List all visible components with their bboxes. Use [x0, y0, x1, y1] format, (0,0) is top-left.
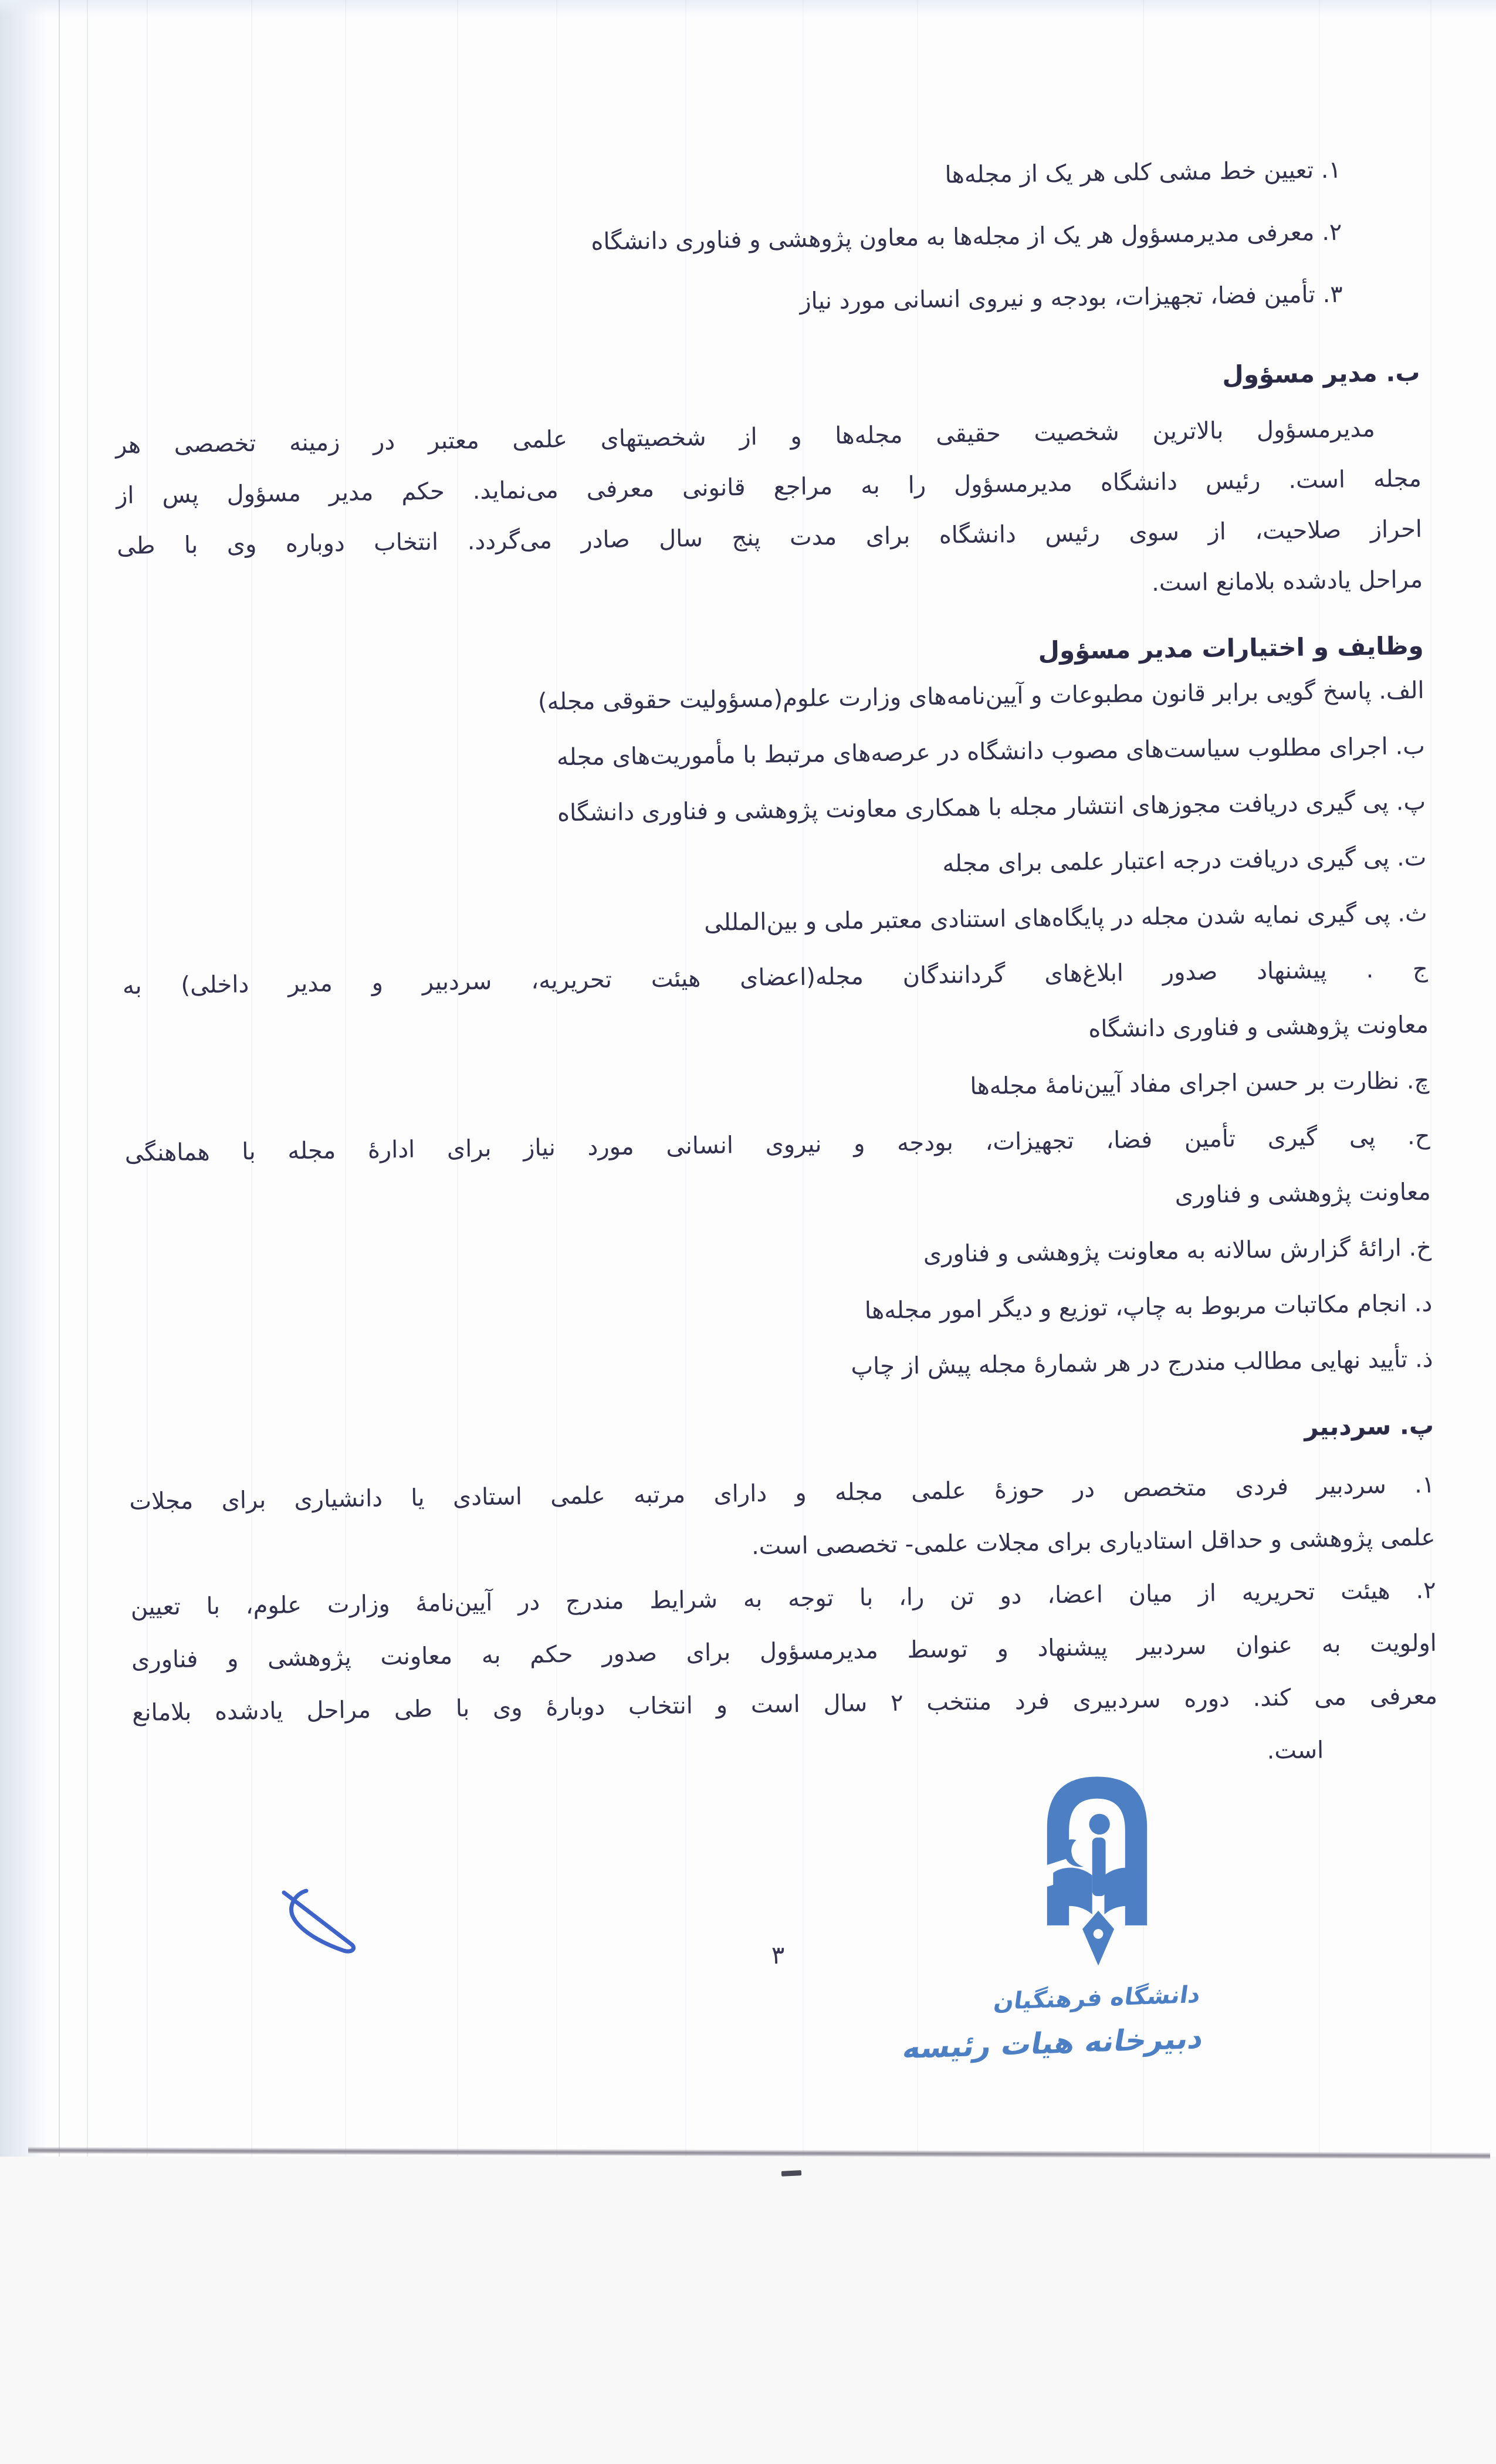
list-item: خ. ارائهٔ گزارش سالانه به معاونت پژوهشی و فناوری [923, 1234, 1432, 1268]
list-item: پ. پی گیری دریافت مجوزهای انتشار مجله با همکاری معاونت پژوهشی و فناوری دانشگاه [557, 788, 1426, 827]
scan-edge-artifact-left [0, 0, 47, 2157]
list-item: ذ. تأیید نهایی مطالب مندرج در هر شمارهٔ مجله پیش از چاپ [851, 1345, 1433, 1380]
list-item: الف. پاسخ گویی برابر قانون مطبوعات و آیین‌نامه‌های وزارت علوم(مسؤولیت حقوقی مجله) [537, 676, 1424, 716]
paragraph-line: مدیرمسؤول بالاترین شخصیت حقیقی مجله‌ها و از شخصیتهای علمی معتبر در زمینه تخصصی هر [115, 415, 1376, 459]
paragraph-line: ۱. سردبیر فردی متخصص در حوزهٔ علمی مجله و دارای مرتبه علمی استادی یا دانشیاری برای مجلات [129, 1471, 1435, 1515]
stamp-caption-secretariat: دبیرخانه هیات رئیسه [900, 2020, 1207, 2066]
scan-streak [1430, 0, 1431, 2157]
paragraph-line: مجله است. رئیس دانشگاه مدیرمسؤول را به مراجع قانونی معرفی می‌نماید. حکم مدیر مسؤول پس از [116, 465, 1422, 510]
list-item: ث. پی گیری نمایه شدن مجله در پایگاه‌های استنادی معتبر ملی و بین‌المللی [703, 899, 1427, 937]
list-item-continuation: معاونت پژوهشی و فناوری دانشگاه [1088, 1011, 1429, 1043]
list-item: چ. نظارت بر حسن اجرای مفاد آیین‌نامهٔ مجله‌ها [970, 1067, 1430, 1101]
page-number: ۳ [771, 1941, 785, 1969]
scan-streak [59, 0, 60, 2157]
document-body-text [110, 0, 1439, 1792]
section-heading-editor: پ. سردبیر [1304, 1410, 1434, 1441]
stamp-caption-university-name: دانشگاه فرهنگیان [991, 1981, 1203, 2016]
list-item: ت. پی گیری دریافت درجه اعتبار علمی برای مجله [942, 844, 1427, 878]
managing-director-paragraph [115, 403, 1423, 622]
editor-section-text [129, 1458, 1439, 1792]
paragraph-line: است. [1267, 1737, 1324, 1765]
list-item: ب. اجرای مطلوب سیاست‌های مصوب دانشگاه در عرصه‌های مرتبط با مأموریت‌های مجله [556, 732, 1426, 771]
duties-list [119, 663, 1433, 1404]
numbered-list [111, 138, 1419, 341]
list-item: ۲. معرفی مدیرمسؤول هر یک از مجله‌ها به معاون پژوهشی و فناوری دانشگاه [591, 218, 1342, 256]
university-stamp [900, 1772, 1207, 2066]
signature-stroke-icon [280, 1884, 368, 1961]
list-item-continuation: معاونت پژوهشی و فناوری [1175, 1178, 1431, 1209]
university-emblem-icon [1036, 1772, 1158, 1974]
paragraph-line: معرفی می کند. دوره سردبیری فرد منتخب ۲ سال است و انتخاب دوبارهٔ وی با طی مراحل یادشده بلامانع [131, 1682, 1438, 1727]
paragraph-line: مراحل یادشده بلامانع است. [1151, 566, 1423, 597]
paragraph-line: علمی پژوهشی و حداقل استادیاری برای مجلات علمی- تخصصی است. [751, 1524, 1436, 1561]
handwritten-signature [280, 1884, 368, 1963]
scan-artifact-dash [781, 2170, 801, 2177]
list-item: ح. پی گیری تأمین فضا، تجهیزات، بودجه و نیروی انسانی مورد نیاز برای ادارهٔ مجله با هماهنگی [124, 1122, 1430, 1167]
scanner-background [0, 2157, 1496, 2464]
scan-streak [87, 0, 88, 2157]
paragraph-line: ۲. هیئت تحریریه از میان اعضا، دو تن را، با توجه به شرایط مندرج در آیین‌نامهٔ وزارت علوم، با تعیین [130, 1576, 1436, 1621]
section-heading-managing-director: ب. مدیر مسؤول [1221, 357, 1420, 390]
list-item: ج . پیشنهاد صدور ابلاغ‌های گردانندگان مجله(اعضای هیئت تحریریه، سردبیر و مدیر داخلی) به [122, 955, 1429, 1000]
list-item: د. انجام مکاتبات مربوط به چاپ، توزیع و دیگر امور مجله‌ها [864, 1289, 1433, 1325]
list-item: ۱. تعیین خط مشی کلی هر یک از مجله‌ها [945, 156, 1342, 189]
paragraph-line: اولویت به عنوان سردبیر پیشنهاد و توسط مدیرمسؤول برای صدور حکم به معاونت پژوهشی و فناوری [131, 1629, 1437, 1674]
list-item: ۳. تأمین فضا، تجهیزات، بودجه و نیروی انسانی مورد نیاز [799, 280, 1343, 315]
paragraph-line: احراز صلاحیت، از سوی رئیس دانشگاه برای مدت پنج سال صادر می‌گردد. انتخاب دوباره وی با طی [116, 515, 1423, 560]
section-heading-duties: وظایف و اختیارات مدیر مسؤول [1038, 631, 1424, 665]
